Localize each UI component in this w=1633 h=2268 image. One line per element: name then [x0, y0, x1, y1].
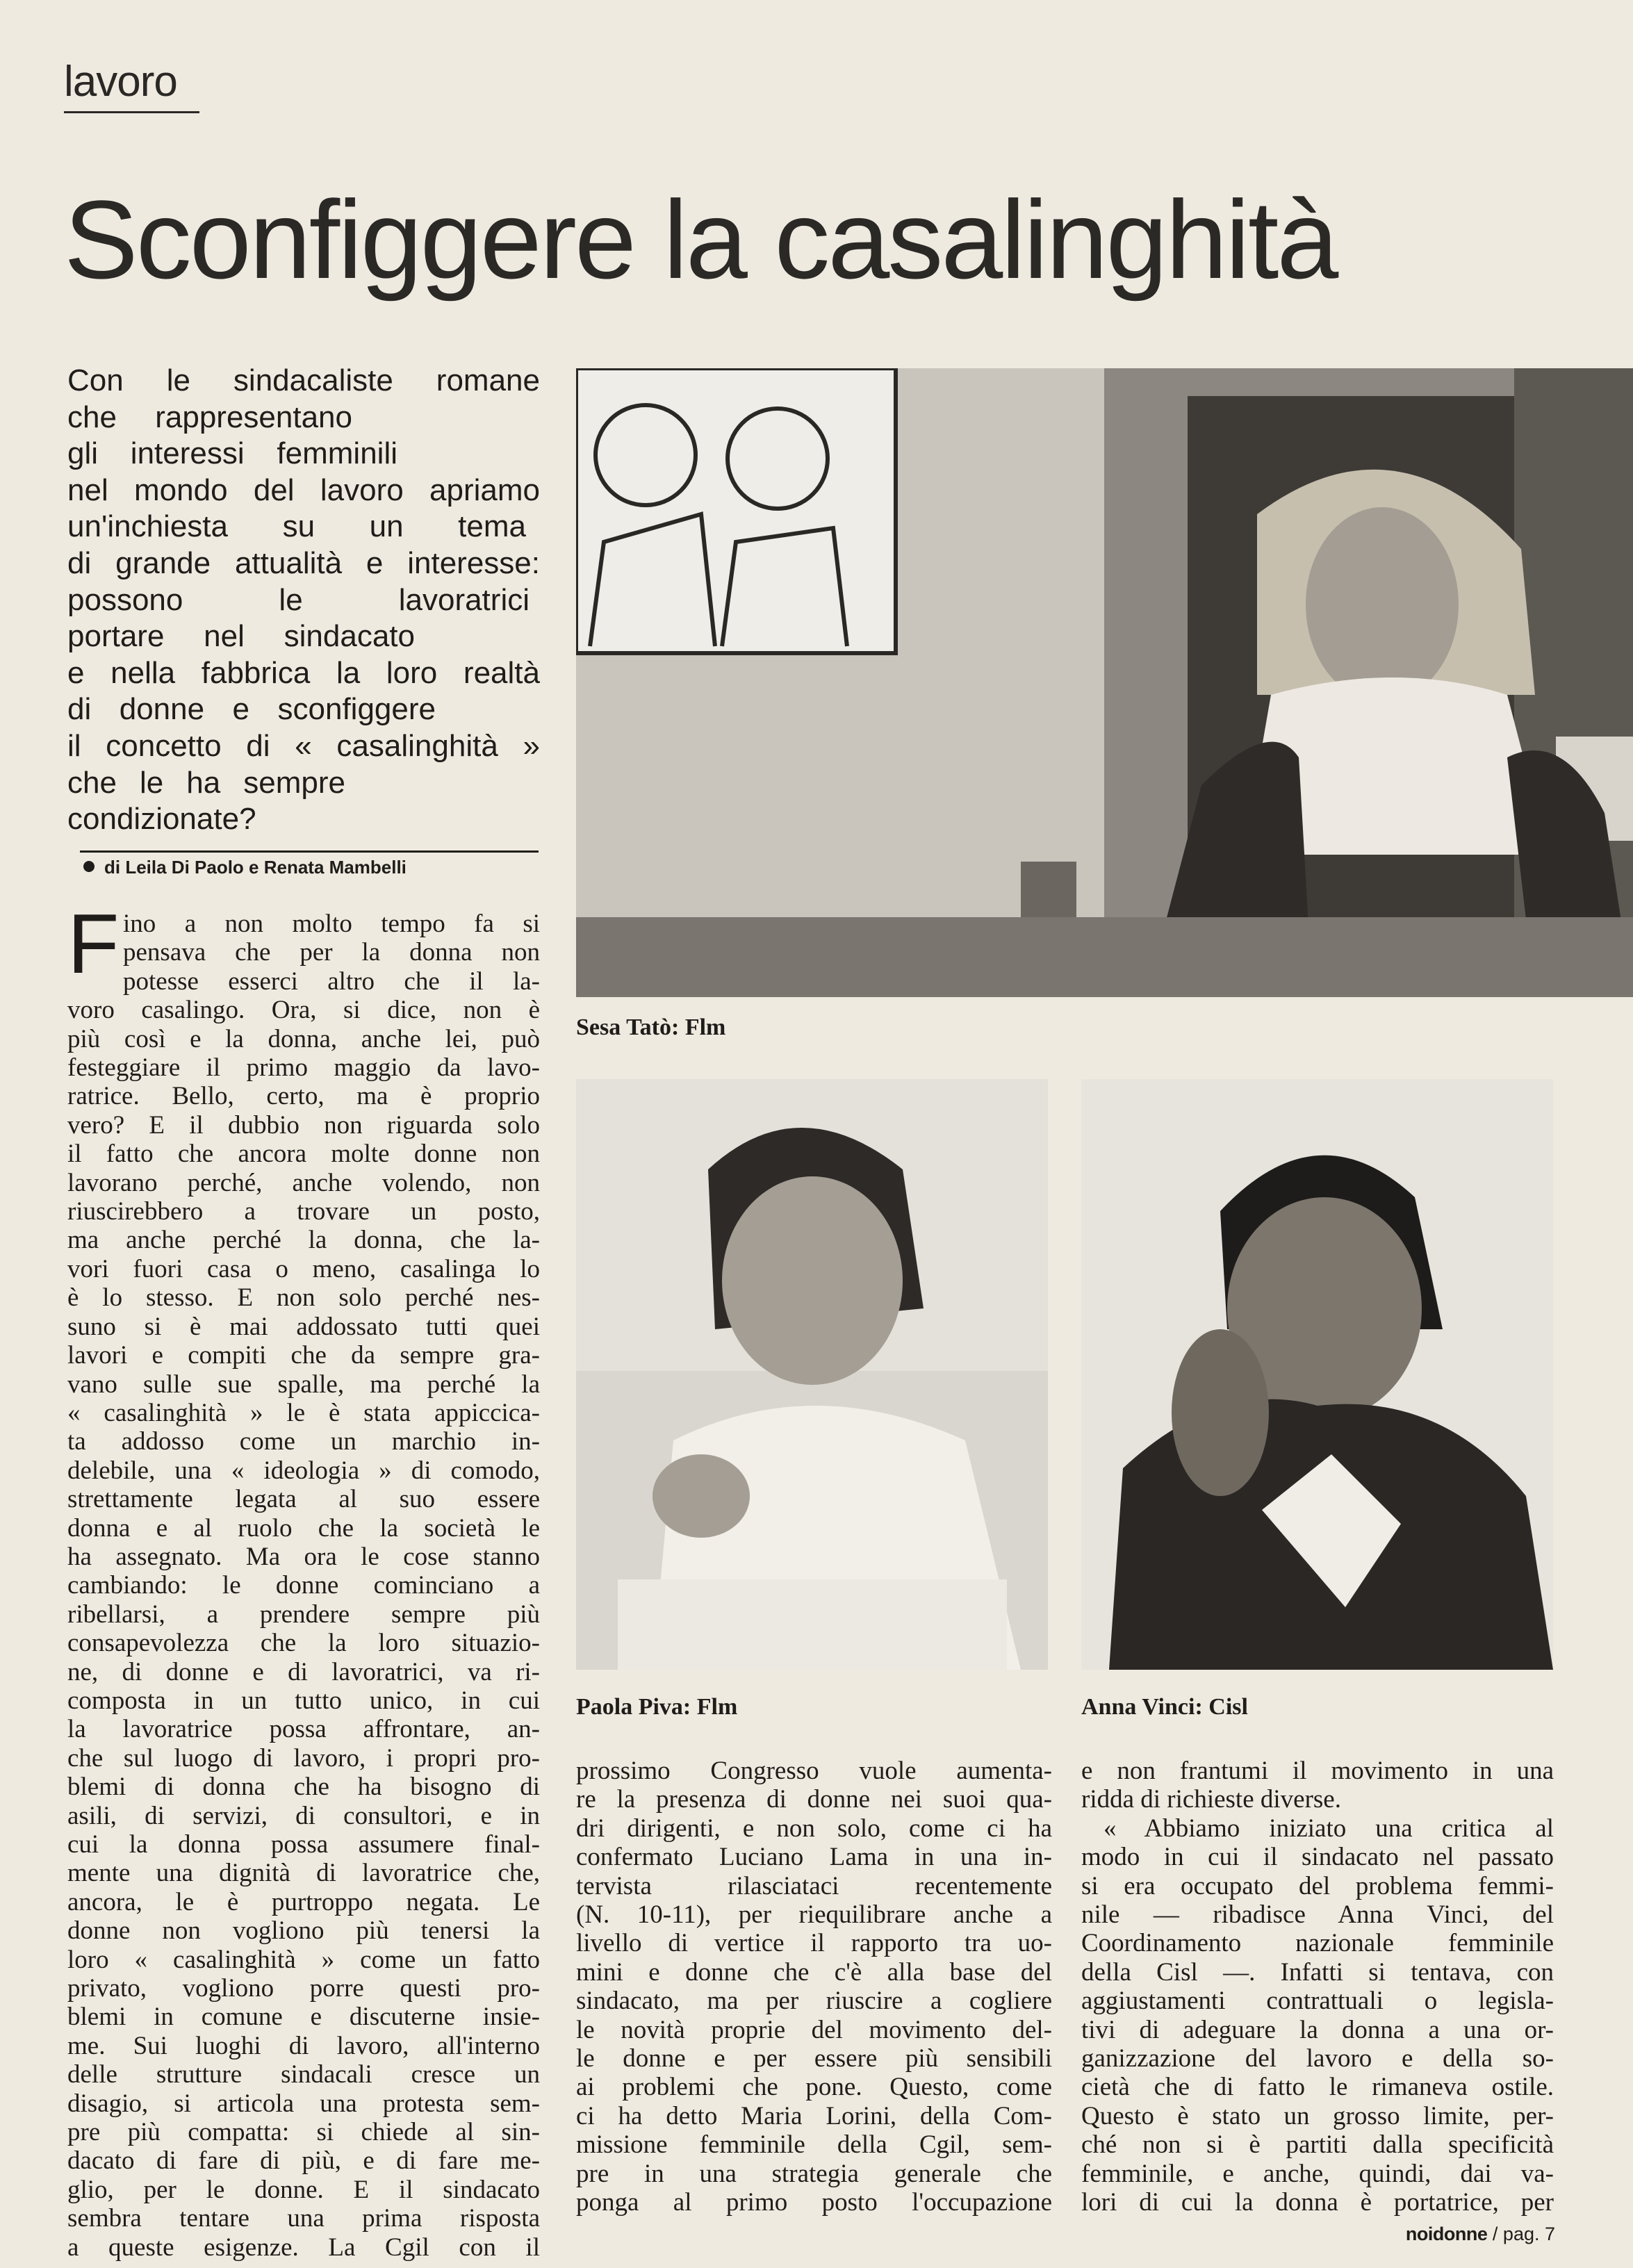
text-line: ha assegnato. Ma ora le cose stanno	[67, 1542, 540, 1571]
text-line: festeggiare il primo maggio da lavo-	[67, 1053, 540, 1083]
text-line: glio, per le donne. E il sindacato	[67, 2175, 540, 2204]
text-line: « Abbiamo iniziato una critica al	[1103, 1814, 1554, 1843]
footer-brand: noidonne	[1405, 2224, 1488, 2244]
text-line: pensava che per la donna non	[123, 938, 540, 967]
text-line: cambiando: le donne cominciano a	[67, 1571, 540, 1600]
text-line: consapevolezza che la loro situazio-	[67, 1629, 540, 1658]
text-line: ta addosso come un marchio in-	[67, 1427, 540, 1456]
text-line: ganizzazione del lavoro e della so-	[1081, 2044, 1554, 2073]
byline-rule	[80, 850, 539, 853]
text-line: lori di cui la donna è portatrice, per	[1081, 2188, 1554, 2217]
intro-line: nel mondo del lavoro apriamo	[67, 472, 540, 507]
photo-anna-vinci	[1081, 1079, 1553, 1670]
intro-line: e nella fabbrica la loro realtà	[67, 655, 540, 690]
intro-line: di donne e sconfiggere	[67, 692, 436, 727]
text-line: si era occupato del problema femmi-	[1081, 1871, 1554, 1900]
text-line: più così e la donna, anche lei, può	[67, 1024, 540, 1053]
text-line: (N. 10-11), per riequilibrare anche a	[576, 1900, 1052, 1930]
text-line: lavorano perché, anche volendo, non	[67, 1168, 540, 1197]
text-line: strettamente legata al suo essere	[67, 1485, 540, 1514]
text-line: la lavoratrice possa affrontare, an-	[67, 1715, 540, 1744]
text-line: riuscirebbero a trovare un posto,	[67, 1197, 540, 1226]
page-number: pag. 7	[1502, 2224, 1555, 2244]
text-line: ridda di richieste diverse.	[1081, 1785, 1341, 1814]
text-line: asili, di servizi, di consultori, e in	[67, 1801, 540, 1830]
text-line: sindacato, ma per riuscire a cogliere	[576, 1987, 1052, 2016]
photo-paola-piva-image	[576, 1079, 1048, 1670]
text-line: lavori e compiti che da sempre gra-	[67, 1341, 540, 1370]
page-footer	[1406, 2224, 1555, 2245]
text-line: ché non si è partiti dalla specificità	[1081, 2130, 1554, 2160]
caption-photo-1: Sesa Tatò: Flm	[576, 1014, 726, 1040]
text-line: aggiustamenti contrattuali o legisla-	[1081, 1987, 1554, 2016]
text-line: ma anche perché la donna, che la-	[67, 1226, 540, 1255]
intro-line: di grande attualità e interesse:	[67, 545, 540, 580]
text-line: me. Sui luoghi di lavoro, all'interno	[67, 2031, 540, 2060]
text-line: blemi di donna che ha bisogno di	[67, 1773, 540, 1802]
text-line: femminile, e anche, quindi, dai va-	[1081, 2159, 1554, 2188]
intro-line: che le ha sempre	[67, 765, 345, 800]
text-line: vero? E il dubbio non riguarda solo	[67, 1110, 540, 1140]
text-line: re la presenza di donne nei suoi qua-	[576, 1785, 1052, 1814]
text-line: vano sulle sue spalle, ma perché la	[67, 1370, 540, 1399]
text-line: le donne e per essere più sensibili	[576, 2044, 1052, 2073]
text-line: ribellarsi, a prendere sempre più	[67, 1600, 540, 1629]
intro-line: condizionate?	[67, 802, 256, 837]
intro-line: un'inchiesta su un tema	[67, 509, 526, 544]
text-line: sembra tentare una prima risposta	[67, 2204, 540, 2233]
text-line: cui la donna possa assumere final-	[67, 1830, 540, 1859]
text-line: mini e donne che c'è alla base del	[576, 1957, 1052, 1987]
intro-line: che rappresentano	[67, 400, 352, 434]
text-line: suno si è mai addossato tutti quei	[67, 1312, 540, 1341]
text-line: il fatto che ancora molte donne non	[67, 1140, 540, 1169]
text-line: ne, di donne e di lavoratrici, va ri-	[67, 1657, 540, 1686]
text-line: pre più compatta: si chiede al sin-	[67, 2118, 540, 2147]
caption-photo-3: Anna Vinci: Cisl	[1081, 1694, 1248, 1720]
bullet-icon	[83, 861, 95, 872]
text-line: pre in una strategia generale che	[576, 2159, 1052, 2188]
text-line: confermato Luciano Lama in una in-	[576, 1843, 1052, 1872]
column-1	[67, 910, 540, 2262]
text-line: dacato di fare di più, e di fare me-	[67, 2146, 540, 2176]
drop-cap: F	[67, 896, 120, 991]
text-line: potesse esserci altro che il la-	[123, 967, 540, 996]
intro-line: Con le sindacaliste romane	[67, 363, 540, 397]
text-line: privato, vogliono porre questi pro-	[67, 1974, 540, 2003]
column-2	[576, 1757, 1052, 2217]
text-line: è lo stesso. E non solo perché nes-	[67, 1283, 540, 1313]
text-line: « casalinghità » le è stata appiccica-	[67, 1398, 540, 1427]
byline	[83, 857, 542, 878]
text-line: ratrice. Bello, certo, ma è proprio	[67, 1082, 540, 1111]
text-line: le novità proprie del movimento del-	[576, 2015, 1052, 2044]
text-line: vori fuori casa o meno, casalinga lo	[67, 1254, 540, 1283]
text-line: cietà che di fatto le rimaneva ostile.	[1081, 2073, 1554, 2102]
text-line: tivi di adeguare la donna a una or-	[1081, 2015, 1554, 2044]
text-line: della Cisl —. Infatti si tentava, con	[1081, 1957, 1554, 1987]
text-line: donne non vogliono più tenersi la	[67, 1916, 540, 1946]
text-line: blemi in comune e discuterne insie-	[67, 2003, 540, 2032]
photo-sesa-tato	[576, 368, 1633, 997]
text-line: tervista rilasciataci recentemente	[576, 1871, 1052, 1900]
text-line: ponga al primo posto l'occupazione	[576, 2188, 1052, 2217]
text-line: dri dirigenti, e non solo, come ci ha	[576, 1814, 1052, 1843]
intro-line: il concetto di « casalinghità »	[67, 728, 540, 763]
text-line: loro « casalinghità » come un fatto	[67, 1945, 540, 1974]
intro-line: possono le lavoratrici	[67, 582, 530, 617]
text-line: ai problemi che pone. Questo, come	[576, 2073, 1052, 2102]
text-line: Coordinamento nazionale femminile	[1081, 1929, 1554, 1958]
text-line: prossimo Congresso vuole aumenta-	[576, 1757, 1052, 1785]
text-line: delebile, una « ideologia » di comodo,	[67, 1456, 540, 1485]
intro-line: gli interessi femminili	[67, 436, 397, 471]
text-line: livello di vertice il rapporto tra uo-	[576, 1929, 1052, 1958]
text-line: composta in un tutto unico, in cui	[67, 1686, 540, 1715]
text-line: e non frantumi il movimento in una	[1081, 1757, 1554, 1785]
text-line: disagio, si articola una protesta sem-	[67, 2089, 540, 2118]
intro-standfirst	[67, 363, 540, 838]
footer-separator: /	[1492, 2224, 1498, 2244]
text-line: nile — ribadisce Anna Vinci, del	[1081, 1900, 1554, 1930]
text-line: modo in cui il sindacato nel passato	[1081, 1843, 1554, 1872]
text-line: ci ha detto Maria Lorini, della Com-	[576, 2101, 1052, 2130]
text-line: delle strutture sindacali cresce un	[67, 2060, 540, 2089]
section-rule	[64, 111, 199, 113]
text-line: missione femminile della Cgil, sem-	[576, 2130, 1052, 2160]
photo-paola-piva	[576, 1079, 1048, 1670]
text-line: mente una dignità di lavoratrice che,	[67, 1859, 540, 1888]
column-3	[1081, 1757, 1554, 2217]
text-line: donna e al ruolo che la società le	[67, 1513, 540, 1543]
photo-anna-vinci-image	[1081, 1079, 1553, 1670]
byline-text: di Leila Di Paolo e Renata Mambelli	[104, 857, 407, 878]
caption-photo-2: Paola Piva: Flm	[576, 1694, 738, 1720]
text-line: ino a non molto tempo fa si	[123, 910, 540, 938]
text-line: che sul luogo di lavoro, i propri pro-	[67, 1743, 540, 1773]
text-line: Questo è stato un grosso limite, per-	[1081, 2101, 1554, 2130]
photo-sesa-tato-image	[576, 368, 1633, 997]
text-line: a queste esigenze. La Cgil con il	[67, 2233, 540, 2262]
section-label: lavoro	[64, 58, 177, 106]
text-line: ancora, le è purtroppo negata. Le	[67, 1887, 540, 1916]
headline: Sconfiggere la casalinghità	[64, 177, 1337, 302]
intro-line: portare nel sindacato	[67, 619, 415, 654]
text-line: voro casalingo. Ora, si dice, non è	[67, 996, 540, 1025]
